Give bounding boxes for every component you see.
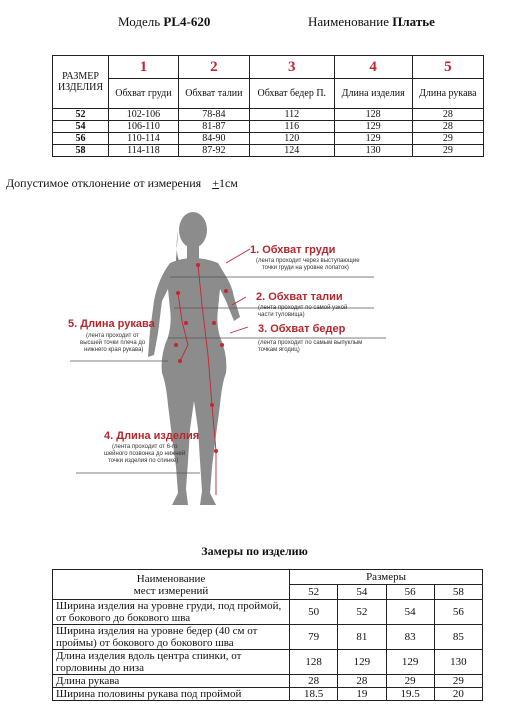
table-row — [53, 145, 484, 157]
col-num-1: 1 — [109, 56, 179, 79]
table-cell: 128 — [290, 650, 338, 675]
size-cell: 54 — [53, 121, 109, 133]
label-sleeve-note: (лента проходит от — [86, 333, 140, 339]
table-cell: 129 — [338, 650, 386, 675]
table-cell: 29 — [434, 675, 482, 688]
col-num-4: 4 — [334, 56, 412, 79]
table-cell: 129 — [334, 121, 412, 133]
table-cell: 124 — [249, 145, 334, 157]
label-length-note: (лента проходит от 6-го — [112, 444, 178, 450]
table-cell: 79 — [290, 625, 338, 650]
label-chest-title: 1. Обхват груди — [250, 244, 336, 256]
table-cell: 81-87 — [178, 121, 249, 133]
table-cell: 102-106 — [109, 109, 179, 121]
measure-name: Длина рукава — [53, 675, 290, 688]
label-hips-note: (лента проходит по самым выпуклым — [258, 340, 363, 346]
table-cell: 128 — [334, 109, 412, 121]
table-cell: 112 — [249, 109, 334, 121]
label-sleeve-title: 5. Длина рукава — [68, 318, 155, 330]
size-cell: 52 — [53, 109, 109, 121]
table-row — [53, 688, 483, 701]
size-table — [52, 55, 484, 157]
label-waist-note: (лента проходит по самой узкой — [258, 305, 348, 311]
model-line — [118, 14, 210, 30]
measurements-table — [52, 569, 483, 701]
label-chest-note: (лента проходит через выступающие — [256, 258, 360, 264]
col-num-3: 3 — [249, 56, 334, 79]
table-row — [53, 650, 483, 675]
name-header-line: мест измерений — [133, 584, 209, 597]
label-length-note: точки изделия по спинке) — [108, 458, 179, 464]
table-cell: 54 — [386, 600, 434, 625]
table-cell: 130 — [334, 145, 412, 157]
table-cell: 130 — [434, 650, 482, 675]
table-cell: 19.5 — [386, 688, 434, 701]
table-cell: 114-118 — [109, 145, 179, 157]
table-cell: 84-90 — [178, 133, 249, 145]
table-cell: 106-110 — [109, 121, 179, 133]
measurement-figure — [50, 205, 450, 530]
label-hips-title: 3. Обхват бедер — [258, 323, 346, 335]
measure-name: Ширина половины рукава под проймой — [53, 688, 290, 701]
table-cell: 78-84 — [178, 109, 249, 121]
table-cell: 50 — [290, 600, 338, 625]
table-cell: 29 — [412, 133, 483, 145]
table-cell: 28 — [412, 109, 483, 121]
table-cell: 20 — [434, 688, 482, 701]
table-row — [53, 675, 483, 688]
label-sleeve-note: нижнего края рукава) — [84, 347, 144, 353]
size-col-header: 52 — [290, 585, 338, 600]
measure-name: Длина изделия вдоль центра спинки, от горловины до низа — [53, 650, 290, 675]
label-waist-title: 2. Обхват талии — [256, 291, 343, 303]
label-waist-note: части туловища) — [258, 312, 305, 318]
size-cell: 58 — [53, 145, 109, 157]
table-cell: 52 — [338, 600, 386, 625]
col-label-hips: Обхват бедер П. — [249, 79, 334, 109]
label-length-note: шейного позвонка до нижней — [104, 451, 186, 457]
col-label-sleeve: Длина рукава — [412, 79, 483, 109]
table-cell: 120 — [249, 133, 334, 145]
size-header: РАЗМЕР ИЗДЕЛИЯ — [53, 56, 109, 109]
name-label: Наименование — [308, 14, 389, 29]
table-cell: 18.5 — [290, 688, 338, 701]
table-row — [53, 625, 483, 650]
table-cell: 85 — [434, 625, 482, 650]
table-cell: 81 — [338, 625, 386, 650]
table-cell: 56 — [434, 600, 482, 625]
label-hips-note: точкам ягодиц) — [258, 347, 300, 353]
table-cell: 110-114 — [109, 133, 179, 145]
col-num-2: 2 — [178, 56, 249, 79]
size-col-header: 58 — [434, 585, 482, 600]
col-label-chest: Обхват груди — [109, 79, 179, 109]
table-cell: 87-92 — [178, 145, 249, 157]
measure-name: Ширина изделия на уровне бедер (40 см от проймы) от бокового до бокового шва — [53, 625, 290, 650]
tolerance-value: 1см — [218, 176, 238, 190]
table-row — [53, 600, 483, 625]
size-col-header: 54 — [338, 585, 386, 600]
table-cell: 129 — [386, 650, 434, 675]
measurements-title: Замеры по изделию — [201, 544, 308, 558]
label-length-title: 4. Длина изделия — [104, 430, 200, 442]
table-row — [53, 121, 484, 133]
table-cell: 129 — [334, 133, 412, 145]
table-cell: 29 — [386, 675, 434, 688]
table-cell: 29 — [412, 145, 483, 157]
plus-minus-sign: + — [212, 176, 219, 190]
col-label-waist: Обхват талии — [178, 79, 249, 109]
table-cell: 19 — [338, 688, 386, 701]
tolerance-text: Допустимое отклонение от измерения — [6, 176, 202, 190]
model-value: PL4-620 — [163, 14, 211, 29]
sizes-header: Размеры — [290, 570, 483, 585]
table-cell: 28 — [338, 675, 386, 688]
name-header-line: Наименование — [136, 572, 206, 585]
table-cell: 116 — [249, 121, 334, 133]
label-sleeve-note: высшей точки плеча до — [80, 340, 146, 346]
name-value: Платье — [392, 14, 435, 29]
measure-name: Ширина изделия на уровне груди, под проймой, от бокового до бокового шва — [53, 600, 290, 625]
name-header — [53, 570, 290, 600]
name-line — [308, 14, 435, 30]
table-cell: 28 — [412, 121, 483, 133]
table-cell: 83 — [386, 625, 434, 650]
table-cell: 28 — [290, 675, 338, 688]
size-cell: 56 — [53, 133, 109, 145]
table-row — [53, 109, 484, 121]
col-num-5: 5 — [412, 56, 483, 79]
table-row — [53, 133, 484, 145]
label-chest-note: точки груди на уровне лопаток) — [262, 265, 349, 271]
tolerance-line — [6, 176, 238, 191]
col-label-length: Длина изделия — [334, 79, 412, 109]
size-col-header: 56 — [386, 585, 434, 600]
model-label: Модель — [118, 14, 161, 29]
